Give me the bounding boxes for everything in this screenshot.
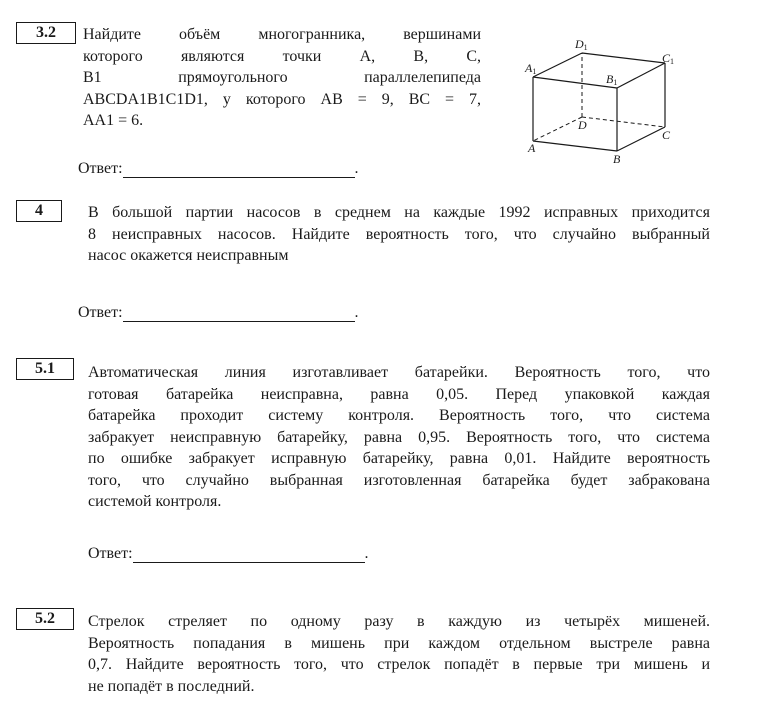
problem-3-2-line-2: которого являются точки A, B, C,	[83, 47, 481, 65]
problem-4-line-2: 8 неисправных насосов. Найдите вероятность того, что случайно выбранный	[88, 225, 710, 243]
problem-number-5-2: 5.2	[16, 608, 74, 630]
answer-period: .	[354, 304, 359, 321]
problem-3-2-text	[83, 24, 481, 132]
vertex-label-d: D	[578, 118, 587, 132]
problem-4-line-3: насос окажется неисправным	[88, 247, 289, 264]
problem-5-2-line-2: Вероятность попадания в мишень при каждом отдельном выстреле равна	[88, 634, 710, 652]
vertex-label-b: B	[613, 152, 621, 166]
hidden-edge-d-a	[533, 117, 582, 141]
problem-5-1-text	[88, 362, 710, 513]
edge-c1-b1	[617, 63, 665, 88]
vertex-label-b1: B1	[606, 72, 618, 87]
problem-number-5-1: 5.1	[16, 358, 74, 380]
problem-5-2-line-3: 0,7. Найдите вероятность того, что стрелок попадёт в первые три мишень и	[88, 656, 710, 673]
edge-c-b	[617, 127, 665, 151]
problem-5-2-text	[88, 611, 710, 697]
problem-5-1-line-2: готовая батарейка неисправна, равна 0,05. Перед упаковкой каждая	[88, 385, 710, 403]
problem-number-4: 4	[16, 200, 62, 222]
problem-5-1-line-1: Автоматическая линия изготавливает батарейки. Вероятность того, что	[88, 364, 710, 381]
answer-period: .	[364, 545, 369, 562]
answer-field[interactable]	[123, 307, 355, 322]
problem-4-text	[88, 202, 710, 267]
answer-label: Ответ:	[78, 304, 123, 321]
answer-period: .	[354, 160, 359, 177]
hidden-edge-d-c	[582, 117, 665, 127]
vertex-label-c: C	[662, 128, 671, 142]
parallelepiped-figure	[520, 34, 690, 174]
answer-field[interactable]	[123, 163, 355, 178]
problem-5-1-line-5: по ошибке забракует исправную батарейку, равна 0,01. Найдите вероятность	[88, 450, 710, 467]
edge-a1-d1	[533, 53, 582, 77]
problem-5-1-line-6: того, что случайно выбранная изготовленная батарейка будет забракована	[88, 471, 710, 489]
problem-3-2-line-5: AA1 = 6.	[83, 112, 144, 129]
answer-3-2	[78, 160, 359, 178]
problem-5-1-line-4: забракует неисправную батарейку, равна 0,95. Вероятность того, что система	[88, 428, 710, 446]
problem-3-2-line-4: ABCDA1B1C1D1, у которого AB = 9, BC = 7,	[83, 90, 481, 108]
edge-b1-a1	[533, 77, 617, 88]
problem-4-line-1: В большой партии насосов в среднем на каждые 1992 исправных приходится	[88, 204, 710, 221]
answer-4	[78, 304, 359, 322]
vertex-label-a1: A1	[525, 61, 537, 76]
answer-label: Ответ:	[88, 545, 133, 562]
vertex-label-c1: C1	[662, 51, 675, 66]
problem-5-1-line-7: системой контроля.	[88, 493, 222, 510]
problem-3-2-line-3: B1 прямоугольного параллелепипеда	[83, 69, 481, 86]
problem-5-1-line-3: батарейка проходит систему контроля. Вероятность того, что система	[88, 407, 710, 424]
problem-number-3-2: 3.2	[16, 22, 76, 44]
problem-5-2-line-1: Стрелок стреляет по одному разу в каждую из четырёх мишеней.	[88, 613, 710, 630]
vertex-label-d1: D1	[575, 37, 588, 52]
edge-a-b	[533, 141, 617, 151]
problem-5-2-line-4: не попадёт в последний.	[88, 677, 255, 695]
problem-3-2-line-1: Найдите объём многогранника, вершинами	[83, 26, 481, 43]
answer-field[interactable]	[133, 548, 365, 563]
edge-d1-c1	[582, 53, 665, 63]
answer-5-1	[88, 545, 369, 563]
vertex-label-a: A	[528, 141, 536, 155]
answer-label: Ответ:	[78, 160, 123, 177]
